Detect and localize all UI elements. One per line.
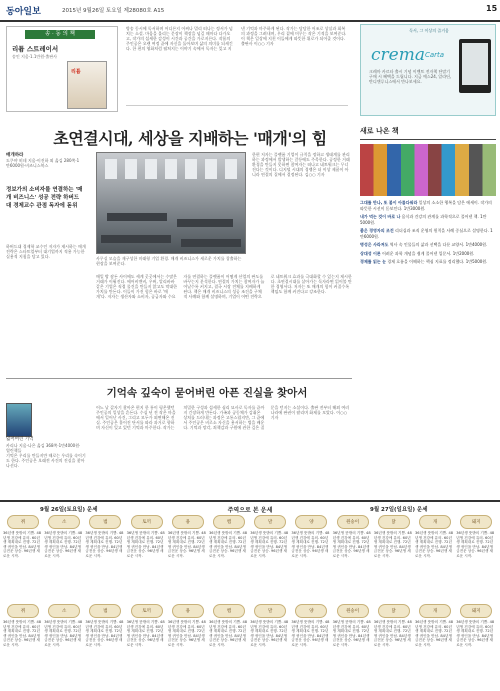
top-article (126, 26, 348, 106)
horoscope-text: 36년생 뜻밖의 기쁨. 48년생 건강에 유의. 60년생 계획대로 진행. 72년생 귀인을 만남. 84년생 금전운 상승. 96년생 새로운 시작. (415, 620, 454, 647)
zodiac-sign-icon: 범 (89, 604, 121, 618)
horoscope-title: 주역으로 본 운세 (227, 507, 273, 514)
horoscope-text: 36년생 뜻밖의 기쁨. 48년생 건강에 유의. 60년생 계획대로 진행. 72년생 귀인을 만남. 84년생 금전운 상승. 96년생 새로운 시작. (3, 620, 42, 647)
horoscope-text: 36년생 뜻밖의 기쁨. 48년생 건강에 유의. 60년생 계획대로 진행. 72년생 귀인을 만남. 84년생 금전운 상승. 96년생 새로운 시작. (209, 531, 248, 558)
article-left-column: 하버드대 경제학 교수인 저자가 제시하는 매개 전략은 스타트업부터 대기업까지 적용 가능한 실용적 지침을 담고 있다. (6, 244, 86, 259)
horoscope-text: 36년생 뜻밖의 기쁨. 48년생 건강에 유의. 60년생 계획대로 진행. 72년생 귀인을 만남. 84년생 금전운 상승. 96년생 새로운 시작. (250, 531, 289, 558)
horoscope-cell (44, 515, 84, 601)
zodiac-sign-icon: 토끼 (131, 515, 163, 529)
horoscope-cell (127, 515, 167, 601)
horoscope-cell (127, 604, 167, 690)
horoscope-text: 36년생 뜻밖의 기쁨. 48년생 건강에 유의. 60년생 계획대로 진행. 72년생 귀인을 만남. 84년생 금전운 상승. 96년생 새로운 시작. (332, 531, 371, 558)
horoscope-day1: 9월 26일(토요일) 운세 (40, 507, 98, 513)
horoscope-day2: 9월 27일(일요일) 운세 (370, 507, 428, 513)
horoscope-text: 36년생 뜻밖의 기쁨. 48년생 건강에 유의. 60년생 계획대로 진행. 72년생 귀인을 만남. 84년생 금전운 상승. 96년생 새로운 시작. (44, 620, 83, 647)
horoscope-text: 36년생 뜻밖의 기쁨. 48년생 건강에 유의. 60년생 계획대로 진행. 72년생 귀인을 만남. 84년생 금전운 상승. 96년생 새로운 시작. (456, 620, 495, 647)
ad-text: 크레마 카르타 출시 기념 이벤트 전자책 단말기 구매 시 혜택을 드립니다. 지금 예스24, 알라딘, 반디앤루니스에서 만나보세요. (369, 69, 452, 84)
list-item: 명성은 사라져도 역사 속 인물들의 삶과 선택을 다룬 교양서. 1만4000원. (360, 242, 488, 247)
main-article (6, 152, 352, 368)
second-book-meta: 카리나 지음·나은 옮김 368쪽·1만4000원·열린책들 (6, 443, 81, 453)
zodiac-sign-icon: 양 (295, 604, 327, 618)
horoscope-text: 36년생 뜻밖의 기쁨. 48년생 건강에 유의. 60년생 계획대로 진행. 72년생 귀인을 만남. 84년생 금전운 상승. 96년생 새로운 시작. (332, 620, 371, 647)
second-article (6, 378, 352, 496)
horoscope-cell (168, 604, 208, 690)
featured-book-box (6, 26, 118, 112)
horoscope-text: 36년생 뜻밖의 기쁨. 48년생 건강에 유의. 60년생 계획대로 진행. 72년생 귀인을 만남. 84년생 금전운 상승. 96년생 새로운 시작. (415, 531, 454, 558)
horoscope-cell (374, 604, 414, 690)
horoscope-cell (209, 515, 249, 601)
horoscope-row-1 (3, 515, 497, 601)
zodiac-sign-icon: 용 (172, 515, 204, 529)
horoscope-text: 36년생 뜻밖의 기쁨. 48년생 건강에 유의. 60년생 계획대로 진행. 72년생 귀인을 만남. 84년생 금전운 상승. 96년생 새로운 시작. (85, 531, 124, 558)
second-article-body: 어느 날 갑자기 찾아온 편지 한 통이 평온했던 주인공의 일상을 흔든다. 수십 년 전 작은 마을에서 일어난 사건, 그리고 모두가 외면해온 진실. 주인공은 흩어진 단서를 따라 과거로 향하며 자신이 잊고 있던 기억과 마주한다. 작가는 치밀한 구성과 섬세한 심리 묘사로 독자를 끝까지 긴장하게 만든다. 가족과 공동체가 감춰온 상처를 드러내는 과정은 고통스럽지만, 그 끝에서 주인공은 비로소 자신을 용서하는 법을 배운다. 기억과 망각, 죄책감과 구원에 관한 깊은 질문을 던지는 소설이다. 출판 전부터 해외 여러 나라에 판권이 팔리며 화제를 모았다. 이○○ 기자 (96, 405, 350, 430)
ad-header: 독서, 그 이상의 즐거움 (409, 28, 449, 33)
horoscope-cell (3, 604, 43, 690)
horoscope-cell (291, 604, 331, 690)
main-headline: 초연결시대, 세상을 지배하는 '매개'의 힘 (53, 129, 327, 148)
horoscope-text: 36년생 뜻밖의 기쁨. 48년생 건강에 유의. 60년생 계획대로 진행. 72년생 귀인을 만남. 84년생 금전운 상승. 96년생 새로운 시작. (250, 620, 289, 647)
second-headline: 기억속 깊숙이 묻어버린 아픈 진실을 찾아서 (106, 387, 308, 399)
ad-brand: crema (371, 45, 425, 65)
zodiac-sign-icon: 돼지 (460, 604, 492, 618)
ad-product: Carta (425, 51, 445, 59)
book-meta: 도쿠야 히데 지음·이진하 외 옮김 280쪽·1만6000원·비즈니스북스 (6, 158, 80, 168)
article-right-column: 한편 저자는 플랫폼 기업이 규칙을 정하고 생태계를 관리하는 과정에서 발생하는 갈등에도 주목한다. 공정한 거래 환경을 만들지 못하면 참여자는 떠나고 네트워크는 무너진다는 것이다. 디지털 시대의 경쟁은 더 이상 제품이 아니라 연결의 질에서 결정된다. 김○○ 기자 (252, 152, 350, 177)
horoscope-text: 36년생 뜻밖의 기쁨. 48년생 건강에 유의. 60년생 계획대로 진행. 72년생 귀인을 만남. 84년생 금전운 상승. 96년생 새로운 시작. (167, 531, 206, 558)
horoscope-text: 36년생 뜻밖의 기쁨. 48년생 건강에 유의. 60년생 계획대로 진행. 72년생 귀인을 만남. 84년생 금전운 상승. 96년생 새로운 시작. (44, 531, 83, 558)
list-item: 좋은 경영자의 조건 리더십과 조직 운영의 원칙을 사례 중심으로 설명한다. 1만6000원. (360, 228, 493, 239)
second-article-left: 기억은 우리를 만들지만 때로는 우리를 속이기도 한다. 주인공은 오래전 사건의 진실을 찾아 나선다. (6, 453, 86, 468)
zodiac-sign-icon: 돼지 (460, 515, 492, 529)
zodiac-sign-icon: 말 (254, 604, 286, 618)
horoscope-text: 36년생 뜻밖의 기쁨. 48년생 건강에 유의. 60년생 계획대로 진행. 72년생 귀인을 만남. 84년생 금전운 상승. 96년생 새로운 시작. (126, 620, 165, 647)
zodiac-sign-icon: 말 (254, 515, 286, 529)
horoscope-text: 36년생 뜻밖의 기쁨. 48년생 건강에 유의. 60년생 계획대로 진행. 72년생 귀인을 만남. 84년생 금전운 상승. 96년생 새로운 시작. (85, 620, 124, 647)
masthead (0, 0, 500, 22)
book-title: 리튬 스트레이서 (12, 45, 59, 53)
horoscope-cell (415, 515, 455, 601)
new-books-header: 새로 나온 책 (360, 126, 496, 140)
horoscope-cell (168, 515, 208, 601)
horoscope-cell (415, 604, 455, 690)
book-cover-image (67, 61, 107, 109)
ereader-icon (459, 39, 491, 93)
article-lead: 정보가의 소비자를 연결하는 '매개 비즈니스' 성공 전략 하버드대 경제교수 관점 독자에 돋위 (6, 187, 83, 209)
horoscope-cell (250, 604, 290, 690)
zodiac-sign-icon: 원숭이 (337, 515, 369, 529)
bookshelf-image (360, 144, 496, 196)
list-item: 상대성 이론 어려운 과학 개념을 쉽게 풀어낸 입문서. 1만2000원. (360, 250, 475, 256)
horoscope-cell (3, 515, 43, 601)
zodiac-sign-icon: 쥐 (7, 604, 39, 618)
book-author: 송인 지음·1.1만원·출판사 (12, 54, 57, 59)
newspaper-logo: 동아일보 (6, 7, 41, 17)
horoscope-text: 36년생 뜻밖의 기쁨. 48년생 건강에 유의. 60년생 계획대로 진행. 72년생 귀인을 만남. 84년생 금전운 상승. 96년생 새로운 시작. (373, 620, 412, 647)
new-books-column (360, 126, 496, 374)
list-item: 그대를 만나, 또 봄이 아름다워라 일상의 소소한 행복을 담은 에세이. 작가의 따뜻한 시선이 돋보인다. 1만3000원. (360, 200, 492, 211)
horoscope-text: 36년생 뜻밖의 기쁨. 48년생 건강에 유의. 60년생 계획대로 진행. 72년생 귀인을 만남. 84년생 금전운 상승. 96년생 새로운 시작. (291, 531, 330, 558)
photo-caption: 사무실 모습을 재구성한 미래형 기업 환경. 매개 비즈니스가 새로운 가치를 창출하는 현장을 보여준다. (96, 256, 242, 266)
horoscope-row-2 (3, 604, 497, 690)
book-cover-title: 리튬 (71, 69, 81, 75)
book-name: 매개하라 (6, 153, 24, 158)
zodiac-sign-icon: 범 (89, 515, 121, 529)
horoscope-cell (456, 515, 496, 601)
second-book-name: 잃어버린 기억 (6, 437, 34, 442)
horoscope-cell (85, 515, 125, 601)
horoscope-cell (209, 604, 249, 690)
second-book-cover (6, 403, 32, 437)
zodiac-sign-icon: 토끼 (131, 604, 163, 618)
zodiac-sign-icon: 쥐 (7, 515, 39, 529)
article-body: 매일 밤 잠든 사이에도 세계 곳곳에서는 수많은 거래가 이뤄진다. 에어비앤비, 우버, 알리바바 같은 기업은 직접 물건을 만들지 않고도 막대한 가치를 만든다. 이들이 가진 힘은 바로 '매개'다. 저자는 생산자와 소비자, 공급자와 수요자를 연결하는 플랫폼이 어떻게 산업의 판도를 바꾸는지 분석한다. 연결의 가치는 참여자가 늘어날수록 커지고, 결국 시장 전체를 지배하게 된다. 책은 매개 비즈니스의 성공 조건을 구체적 사례와 함께 설명하며, 기업이 어떤 전략으로 네트워크 효과를 극대화할 수 있는지 제시한다. 초연결시대를 살아가는 독자라면 읽어볼 만한 경영서다. 저자는 또 매개의 힘이 커질수록 책임도 함께 커진다고 강조한다. (96, 274, 352, 299)
horoscope-text: 36년생 뜻밖의 기쁨. 48년생 건강에 유의. 60년생 계획대로 진행. 72년생 귀인을 만남. 84년생 금전운 상승. 96년생 새로운 시작. (126, 531, 165, 558)
zodiac-sign-icon: 뱀 (213, 515, 245, 529)
zodiac-sign-icon: 용 (172, 604, 204, 618)
horoscope-text: 36년생 뜻밖의 기쁨. 48년생 건강에 유의. 60년생 계획대로 진행. 72년생 귀인을 만남. 84년생 금전운 상승. 96년생 새로운 시작. (167, 620, 206, 647)
horoscope-cell (374, 515, 414, 601)
horoscope-cell (250, 515, 290, 601)
horoscope-text: 36년생 뜻밖의 기쁨. 48년생 건강에 유의. 60년생 계획대로 진행. 72년생 귀인을 만남. 84년생 금전운 상승. 96년생 새로운 시작. (373, 531, 412, 558)
zodiac-sign-icon: 개 (419, 604, 451, 618)
list-item: 내가 먹는 것이 바로 나 음식과 건강의 관계를 과학적으로 풀어낸 책. 1만5000원. (360, 214, 487, 225)
horoscope-text: 36년생 뜻밖의 기쁨. 48년생 건강에 유의. 60년생 계획대로 진행. 72년생 귀인을 만남. 84년생 금전운 상승. 96년생 새로운 시작. (3, 531, 42, 558)
crema-advertisement[interactable] (360, 24, 496, 116)
list-item: 경제를 읽는 눈 경제 흐름을 이해하는 핵심 지표를 정리했다. 1만5000원. (360, 259, 488, 264)
horoscope-section (0, 500, 500, 691)
horoscope-cell (291, 515, 331, 601)
horoscope-cell (44, 604, 84, 690)
horoscope-cell (333, 515, 373, 601)
top-article-body: 방송 동시에 독서하며 어디론지 어찌나 멀리 떠나는 정서가 넘치는 소설. 마음을 울리는 문장이 책장을 넘길 때마다 다가오고, 작가의 섬세한 감성이 시간과 공간을 가로지른다. 작품의 주인공은 오랜 여정 끝에 자신을 돌아보며 삶의 의미를 되새긴다. 한 편의 영화처럼 펼쳐지는 이야기 속에서 독자는 잊고 지낸 기억과 마주하게 된다. 작가는 담담한 어조로 상실과 회복의 과정을 그려내며, 우리 곁에 머무는 작은 기적을 보여준다. 이 책은 일상에 지친 이들에게 따뜻한 위로가 되어줄 것이다. 출판사 이○○ 기자 (126, 26, 347, 51)
zodiac-sign-icon: 양 (295, 515, 327, 529)
zodiac-sign-icon: 개 (419, 515, 451, 529)
zodiac-sign-icon: 소 (48, 604, 80, 618)
horoscope-cell (456, 604, 496, 690)
page-number: 15 (486, 4, 498, 13)
office-photo (96, 152, 246, 254)
zodiac-sign-icon: 원숭이 (337, 604, 369, 618)
zodiac-sign-icon: 닭 (378, 515, 410, 529)
horoscope-cell (333, 604, 373, 690)
zodiac-sign-icon: 소 (48, 515, 80, 529)
book-info (6, 152, 82, 168)
new-books-list (360, 200, 496, 265)
zodiac-sign-icon: 닭 (378, 604, 410, 618)
horoscope-cell (85, 604, 125, 690)
horoscope-text: 36년생 뜻밖의 기쁨. 48년생 건강에 유의. 60년생 계획대로 진행. 72년생 귀인을 만남. 84년생 금전운 상승. 96년생 새로운 시작. (456, 531, 495, 558)
zodiac-sign-icon: 뱀 (213, 604, 245, 618)
second-book-info (6, 403, 82, 453)
horoscope-text: 36년생 뜻밖의 기쁨. 48년생 건강에 유의. 60년생 계획대로 진행. 72년생 귀인을 만남. 84년생 금전운 상승. 96년생 새로운 시작. (291, 620, 330, 647)
section-tag: 송 · 동 의 책 (25, 30, 95, 39)
issue-date: 2015년 9월26일 토요일 제28080호 A15 (62, 8, 165, 14)
horoscope-text: 36년생 뜻밖의 기쁨. 48년생 건강에 유의. 60년생 계획대로 진행. 72년생 귀인을 만남. 84년생 금전운 상승. 96년생 새로운 시작. (209, 620, 248, 647)
